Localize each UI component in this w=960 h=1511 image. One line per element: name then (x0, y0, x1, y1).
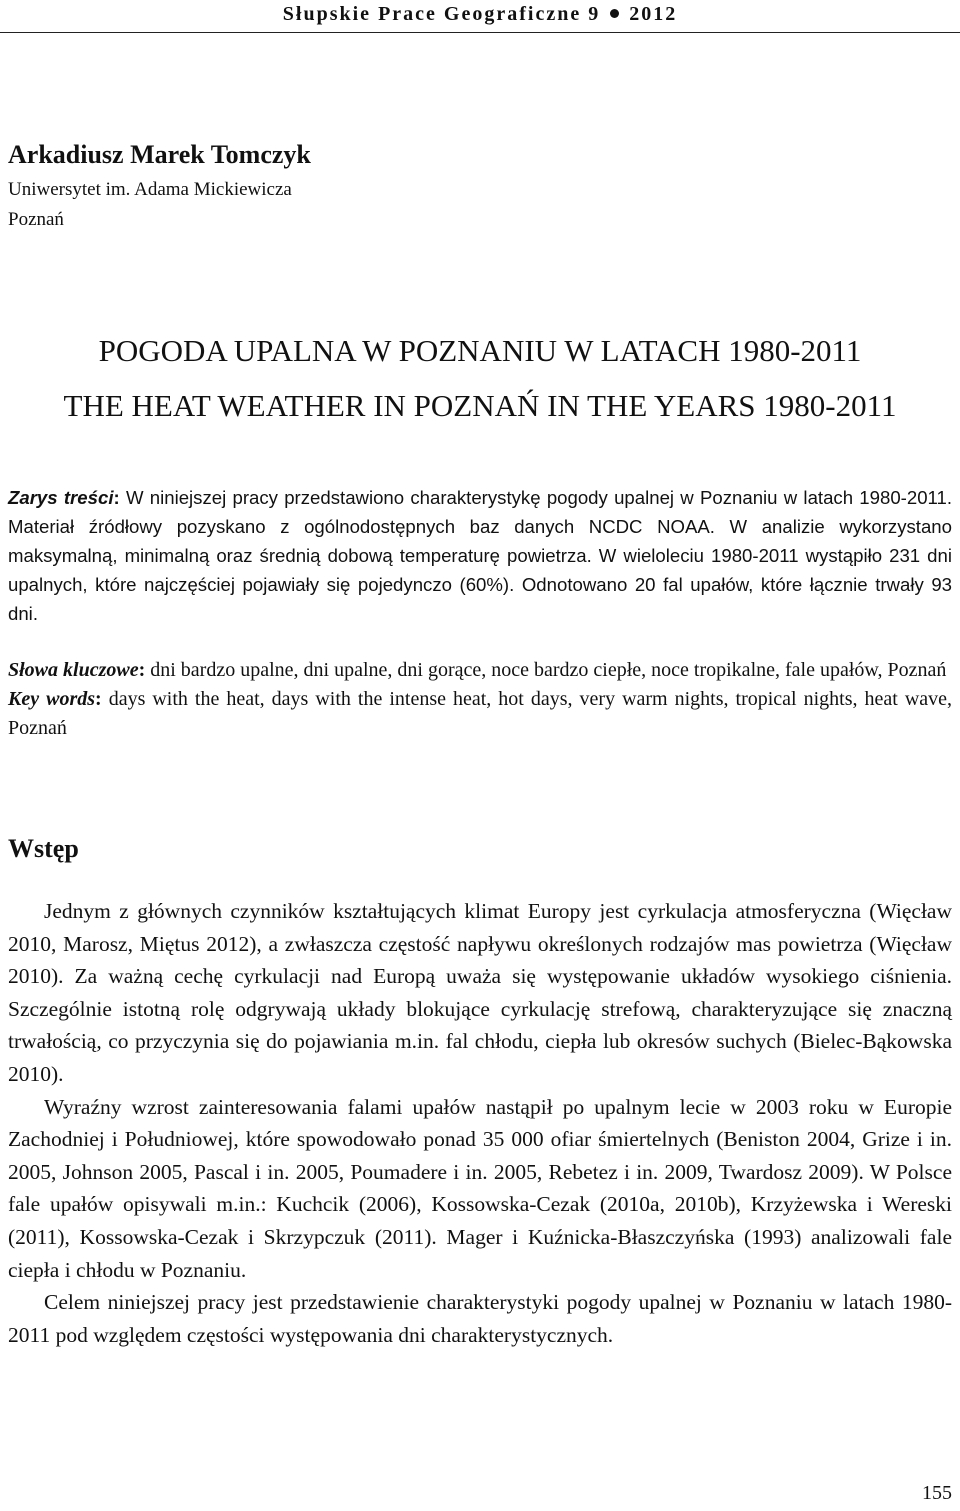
paragraph: Jednym z głównych czynników kształtujących klimat Europy jest cyrkulacja atmosferyczna (Więcław 2010, Marosz, Miętus 2012), a zwłaszcza częstość napływu określonych rodzajów mas powietrza (Więcław 2010). Za ważną cechę cyrkulacji nad Europą uważa się występowanie układów wysokiego ciśnienia. Szczególnie istotną rolę odgrywają układy blokujące cyrkulację strefową, charakteryzujące się znaczną trwałością, co przyczynia się do pojawiania m.in. fal chłodu, ciepła lub okresów suchych (Bielec-Bąkowska 2010). (8, 899, 952, 1086)
title-polish: POGODA UPALNA W POZNANIU W LATACH 1980-2011 (98, 333, 862, 368)
paragraph: Wyraźny wzrost zainteresowania falami upałów nastąpił po upalnym lecie w 2003 roku w Europie Zachodniej i Południowej, które spowodowało ponad 35 000 ofiar śmiertelnych (Beniston 2004, Grize i in. 2005, Johnson 2005, Pascal i in. 2005, Poumadere i in. 2005, Rebetez i in. 2009, Twardosz 2009). W Polsce fale upałów opisywali m.in.: Kuchcik (2006), Kossowska-Cezak (2010a, 2010b), Krzyżewska i Wereski (2011), Kossowska-Cezak i Skrzypczuk (2011). Mager i Kuźnicka-Błaszczyńska (1993) analizowali fale ciepła i chłodu w Poznaniu. (8, 1094, 952, 1282)
journal-name: Słupskie Prace Geograficzne 9 (282, 3, 601, 25)
title-english: THE HEAT WEATHER IN POZNAŃ IN THE YEARS 1980-2011 (63, 388, 897, 423)
author-university: Uniwersytet im. Adama Mickiewicza (8, 179, 292, 200)
keywords-polish: Słowa kluczowe: dni bardzo upalne, dni upalne, dni gorące, noce bardzo ciepłe, noce tropikalne, fale upałów, Poznań (8, 659, 947, 681)
author-name: Arkadiusz Marek Tomczyk (8, 140, 311, 169)
author-city: Poznań (8, 209, 64, 230)
keywords-en-text: days with the heat, days with the intense heat, hot days, very warm nights, tropical nights, heat wave, Poznań (8, 688, 953, 739)
keywords-pl-label: Słowa kluczowe (8, 659, 139, 681)
section-body (8, 895, 952, 1351)
keywords-block (8, 656, 952, 743)
page-number: 155 (922, 1482, 952, 1504)
journal-year: 2012 (629, 3, 678, 25)
abstract-text: W niniejszej pracy przedstawiono charakterystykę pogody upalnej w Poznaniu w latach 1980-2011. Materiał źródłowy pozyskano z ogólnodostępnych baz danych NCDC NOAA. W analizie wykorzystano maksymalną, minimalną oraz średnią dobową temperaturę powietrza. W wieloleciu 1980-2011 wystąpiło 231 dni upalnych, które najczęściej pojawiały się pojedynczo (60%). Odnotowano 20 fal upałów, które łącznie trwały 93 dni. (8, 487, 953, 624)
bullet-icon (610, 9, 619, 18)
paragraph: Celem niniejszej pracy jest przedstawienie charakterystyki pogody upalnej w Poznaniu w latach 1980-2011 pod względem częstości występowania dni charakterystycznych. (8, 1290, 952, 1347)
journal-header (0, 0, 960, 33)
keywords-english: Key words: days with the heat, days with the intense heat, hot days, very warm nights, tropical nights, heat wave, Poznań (8, 688, 953, 739)
keywords-en-label: Key words (8, 688, 96, 710)
header-rule (0, 32, 960, 33)
abstract: Zarys treści: W niniejszej pracy przedstawiono charakterystykę pogody upalnej w Poznaniu w latach 1980-2011. Materiał źródłowy pozyskano z ogólnodostępnych baz danych NCDC NOAA. W analizie wykorzystano maksymalną, minimalną oraz średnią dobową temperaturę powietrza. W wieloleciu 1980-2011 wystąpiło 231 dni upalnych, które najczęściej pojawiały się pojedynczo (60%). Odnotowano 20 fal upałów, które łącznie trwały 93 dni. (8, 487, 953, 624)
section-title: Wstęp (8, 834, 79, 863)
abstract-label: Zarys treści (8, 487, 114, 508)
keywords-pl-text: dni bardzo upalne, dni upalne, dni gorące, noce bardzo ciepłe, noce tropikalne, fale upałów, Poznań (150, 659, 947, 681)
